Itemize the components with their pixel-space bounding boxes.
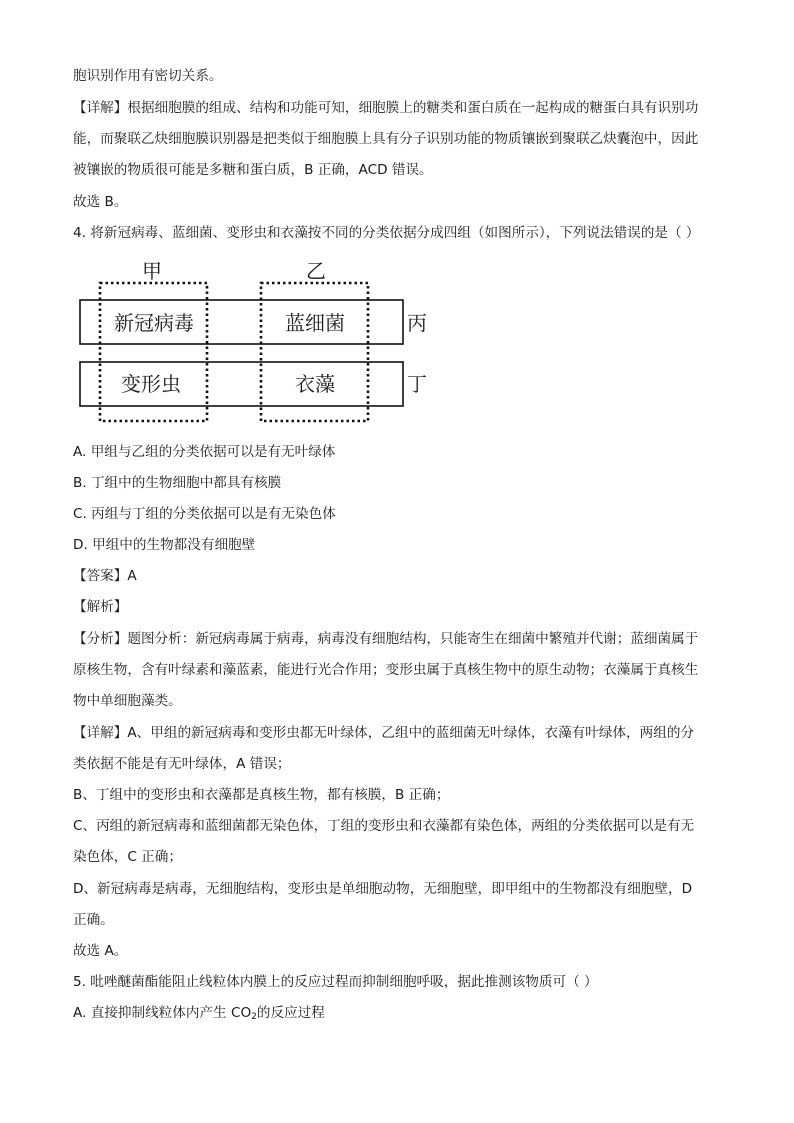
- answer-value: A: [127, 568, 137, 584]
- paragraph-line: 被镶嵌的物质很可能是多糖和蛋白质，B 正确，ACD 错误。: [73, 162, 433, 178]
- analysis-line: 染色体，C 正确；: [73, 849, 182, 865]
- subscript-2: 2: [251, 1012, 257, 1022]
- paragraph-line: 能，而聚联乙炔细胞膜识别器是把类似于细胞膜上具有分子识别功能的物质镶嵌到聚联乙炔囊泡中，因此: [73, 131, 699, 147]
- option-a-suffix: 的反应过程: [256, 1005, 325, 1021]
- analysis-line: C、丙组的新冠病毒和蓝细菌都无染色体，丁组的变形虫和衣藻都有染色体，两组的分类依据可以是有无: [73, 818, 695, 834]
- group-bing-label: 丙: [407, 311, 427, 335]
- analysis-line: 【分析】题图分析：新冠病毒属于病毒，病毒没有细胞结构，只能寄生在细菌中繁殖并代谢；蓝细菌属于: [73, 631, 699, 647]
- analysis-line: 原核生物，含有叶绿素和藻蓝素，能进行光合作用；变形虫属于真核生物中的原生动物；衣藻属于真核生: [73, 662, 699, 678]
- question-5-option-a: [73, 1004, 325, 1022]
- group-ding-label: 丁: [407, 372, 427, 396]
- group-jia-dotted-box: [100, 283, 207, 421]
- analysis-line: D、新冠病毒是病毒，无细胞结构，变形虫是单细胞动物，无细胞壁，即甲组中的生物都没有细胞壁，D: [73, 881, 693, 897]
- answer-line: [73, 567, 137, 585]
- paragraph-line: 故选 B。: [73, 194, 128, 210]
- cell-alga: 衣藻: [295, 372, 335, 396]
- analysis-line: 正确。: [73, 912, 114, 928]
- analysis-line: 故选 A。: [73, 943, 128, 959]
- cell-bacteria: 蓝细菌: [285, 311, 345, 335]
- option-b: B. 丁组中的生物细胞中都具有核膜: [73, 475, 282, 491]
- group-yi-dotted-box: [261, 283, 368, 421]
- paragraph-line: 【详解】根据细胞膜的组成、结构和功能可知，细胞膜上的糖类和蛋白质在一起构成的糖蛋白具有识别功: [73, 100, 699, 116]
- option-a: A. 甲组与乙组的分类依据可以是有无叶绿体: [73, 444, 336, 460]
- analysis-heading: 【解析】: [73, 599, 128, 615]
- option-d: D. 甲组中的生物都没有细胞壁: [73, 537, 256, 553]
- analysis-line: 物中单细胞藻类。: [73, 693, 182, 709]
- analysis-line: 【详解】A、甲组的新冠病毒和变形虫都无叶绿体，乙组中的蓝细菌无叶绿体，衣藻有叶绿体，两组的分: [73, 725, 695, 741]
- option-c: C. 丙组与丁组的分类依据可以是有无染色体: [73, 506, 336, 522]
- analysis-line: 类依据不能是有无叶绿体，A 错误；: [73, 756, 291, 772]
- group-jia-label: 甲: [142, 259, 162, 283]
- question-4-stem: 4. 将新冠病毒、蓝细菌、变形虫和衣藻按不同的分类依据分成四组（如图所示），下列说法错误的是（ ）: [73, 225, 700, 241]
- cell-amoeba: 变形虫: [121, 372, 181, 396]
- cell-virus: 新冠病毒: [114, 311, 194, 335]
- paragraph-line: 胞识别作用有密切关系。: [73, 68, 223, 84]
- option-a-prefix: A. 直接抑制线粒体内产生 CO: [73, 1005, 252, 1021]
- analysis-line: B、丁组中的变形虫和衣藻都是真核生物，都有核膜，B 正确；: [73, 787, 450, 803]
- answer-label: 【答案】: [73, 568, 128, 584]
- question-5-stem: 5. 吡唑醚菌酯能阻止线粒体内膜上的反应过程而抑制细胞呼吸，据此推测该物质可（ ）: [73, 974, 598, 990]
- group-yi-label: 乙: [306, 259, 326, 283]
